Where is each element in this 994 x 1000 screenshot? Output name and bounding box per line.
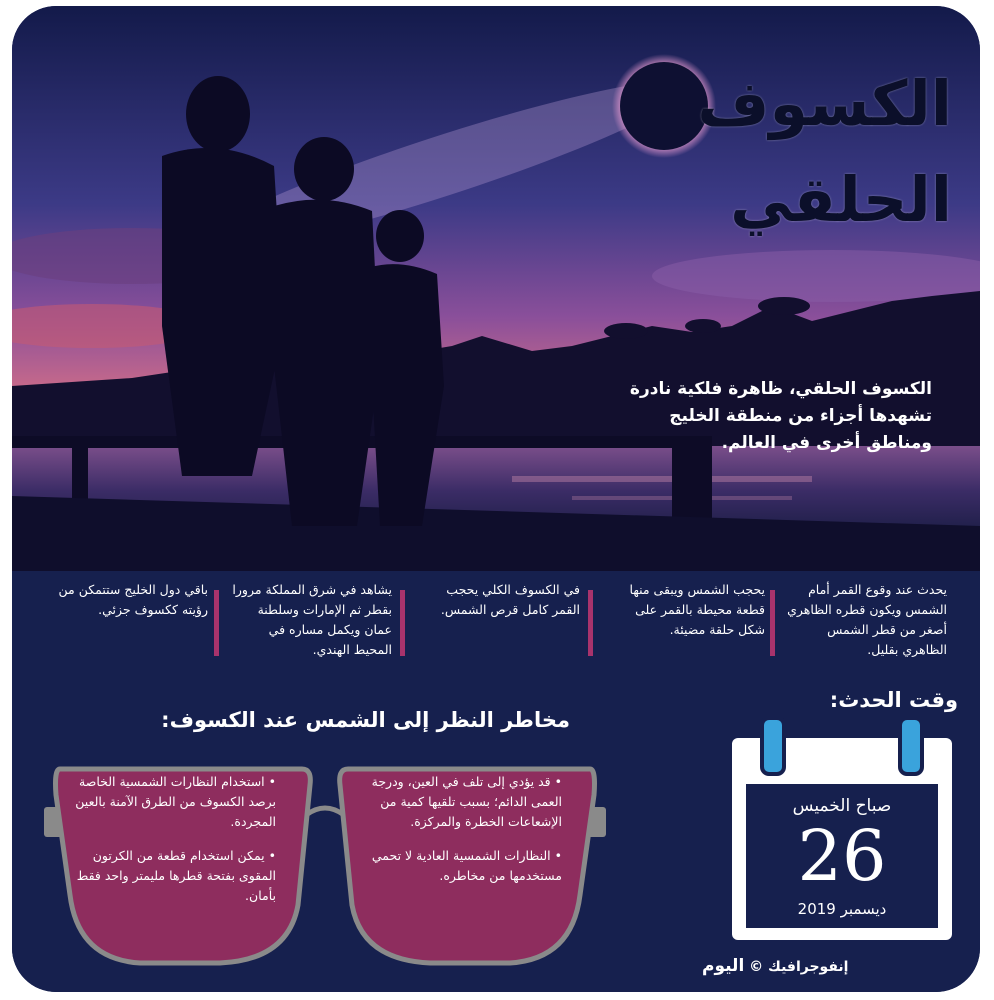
step-5: باقي دول الخليج ستتمكن من رؤيته ككسوف جزئي. xyxy=(58,582,208,617)
step-3: في الكسوف الكلي يحجب القمر كامل قرص الشمس. xyxy=(440,582,580,617)
safety-item: • استخدام النظارات الشمسية الخاصة برصد الكسوف من الطرق الآمنة بالعين المجردة. xyxy=(75,774,276,829)
step-divider xyxy=(588,590,593,656)
brand-logo: اليوم xyxy=(702,956,745,976)
brand-prefix: إنفوجرافيك © xyxy=(749,959,849,975)
calendar-month: ديسمبر 2019 xyxy=(797,900,887,918)
calendar-ring-icon xyxy=(760,716,786,776)
step-1: يحدث عند وقوع القمر أمام الشمس ويكون قطره الظاهري أصغر من قطر الشمس الظاهري بقليل. xyxy=(787,582,947,657)
dangers-title: مخاطر النظر إلى الشمس عند الكسوف: xyxy=(161,708,570,732)
page-title xyxy=(697,56,952,248)
calendar-date: 26 xyxy=(797,815,887,897)
calendar xyxy=(732,738,952,940)
step-4: يشاهد في شرق المملكة مرورا بقطر ثم الإمارات وسلطنة عمان ويكمل مساره في المحيط الهندي. xyxy=(232,582,392,657)
event-time-label: وقت الحدث: xyxy=(829,688,958,712)
right-lens-text xyxy=(356,772,562,886)
calendar-ring-icon xyxy=(898,716,924,776)
title-line-1: الكسوف xyxy=(697,67,952,140)
step-divider xyxy=(770,590,775,656)
danger-item: • قد يؤدي إلى تلف في العين، ودرجة العمى الدائم؛ بسبب تلقيها كمية من الإشعاعات الخطرة والمركزة. xyxy=(371,774,562,829)
intro-text: الكسوف الحلقي، ظاهرة فلكية نادرة تشهدها أجزاء من منطقة الخليج ومناطق أخرى في العالم. xyxy=(629,379,932,453)
left-lens-text xyxy=(70,772,276,906)
calendar-face xyxy=(746,784,938,928)
title-line-2: الحلقي xyxy=(730,163,952,236)
calendar-day: صباح الخميس xyxy=(792,796,892,816)
step-2: يحجب الشمس ويبقى منها قطعة محيطة بالقمر على شكل حلقة مضيئة. xyxy=(629,582,765,637)
safety-item: • يمكن استخدام قطعة من الكرتون المقوى بفتحة قطرها مليمتر واحد فقط بأمان. xyxy=(76,848,276,903)
brand-credit xyxy=(702,956,848,976)
step-divider xyxy=(400,590,405,656)
danger-item: • النظارات الشمسية العادية لا تحمي مستخدمها من مخاطره. xyxy=(371,848,562,883)
step-divider xyxy=(214,590,219,656)
